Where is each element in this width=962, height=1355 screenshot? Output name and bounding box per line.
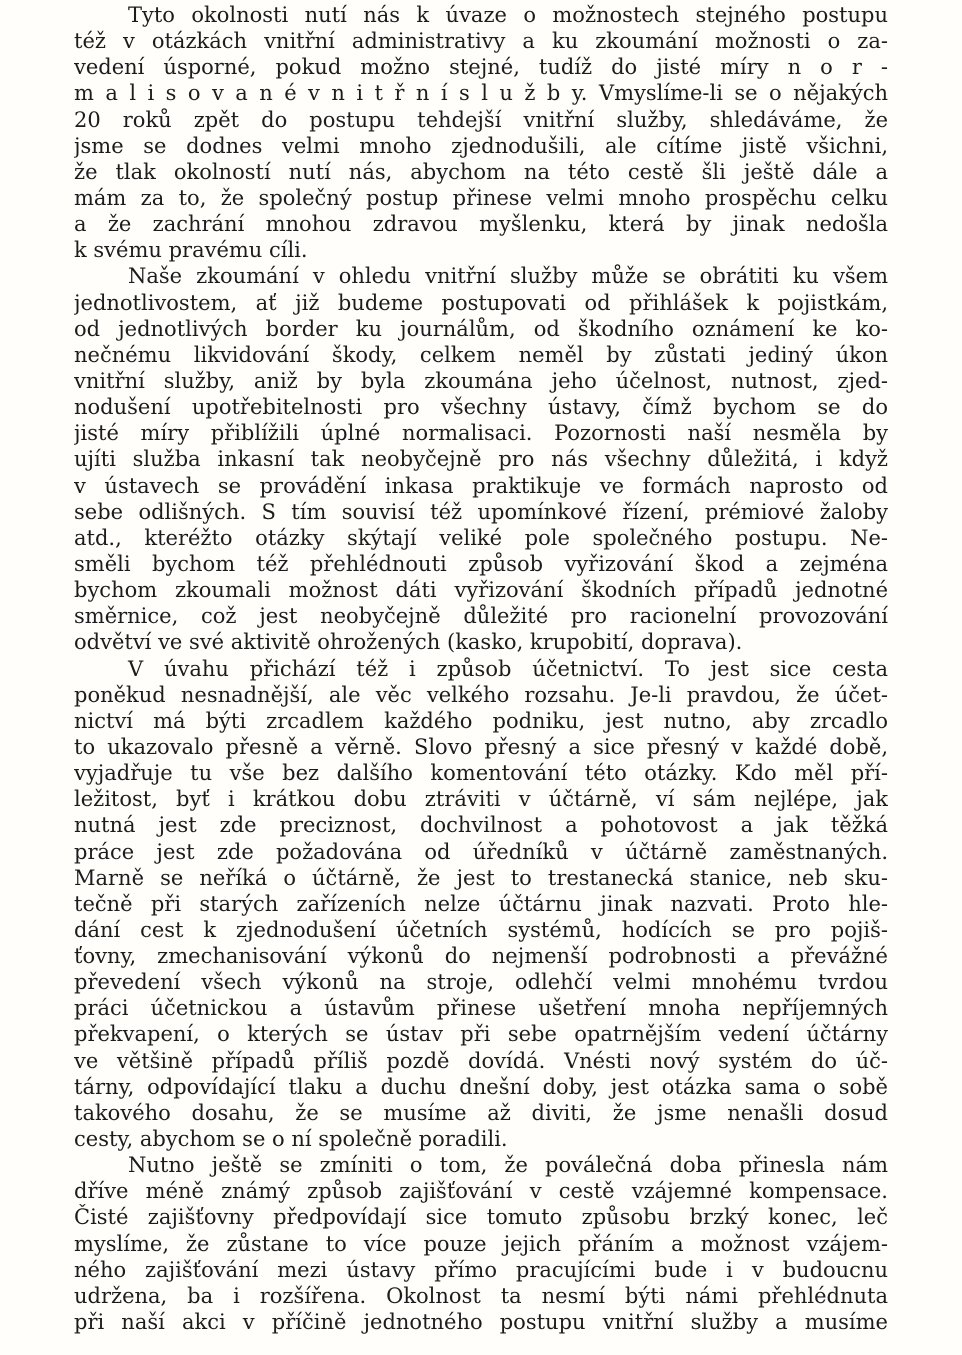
text-line: to ukazovalo přesně a věrně. Slovo přesný a sice přesný v každé době, — [74, 734, 888, 759]
text-line: poněkud nesnadnější, ale věc velkého rozsahu. Je-li pravdou, že účet- — [74, 682, 888, 707]
text-line: od jednotlivých border ku journálům, od škodního oznámení ke ko- — [74, 316, 888, 341]
text-line: směrnice, což jest neobyčejně důležité pro racionelní provozování — [74, 604, 888, 629]
text-line: udržena, ba i rozšířena. Okolnost ta nesmí býti námi přehlédnuta — [74, 1283, 888, 1308]
text-line: tárny, odpovídající tlaku a duchu dnešní doby, jest otázka sama o sobě — [74, 1074, 888, 1099]
text-line: nodušení upotřebitelnosti pro všechny ústavy, čímž bychom se do — [74, 395, 888, 420]
text-line: dání cest k zjednodušení účetních systémů, hodících se pro pojiš- — [74, 917, 888, 942]
text-line: ujíti služba inkasní tak neobyčejně pro nás všechny důležitá, i když — [74, 447, 888, 472]
text-line: Nutno ještě se zmíniti o tom, že poválečná doba přinesla nám — [128, 1153, 888, 1178]
text-line: též v otázkách vnitřní administrativy a ku zkoumání možnosti o za- — [74, 29, 888, 54]
text-line: že tlak okolností nutí nás, abychom na této cestě šli ještě dále a — [74, 159, 888, 184]
text-line: vedení úsporné, pokud možno stejné, tudíž do jisté míry n o r - — [74, 55, 888, 80]
text-line: jsme se dodnes velmi mnoho zjednodušili, ale cítíme jistě všichni, — [74, 133, 888, 158]
text-line: práci účetnickou a ústavům přinese ušetření mnoha nepříjemných — [74, 996, 888, 1021]
text-line: tečně při starých zařízeních nelze účtárnu jinak nazvati. Proto hle- — [74, 891, 888, 916]
text-line: směli bychom též přehlédnouti způsob vyřizování škod a zejména — [74, 551, 888, 576]
text-line: v ústavech se provádění inkasa praktikuje ve formách naprosto od — [74, 473, 888, 498]
text-line: nutná jest zde preciznost, dochvilnost a pohotovost a jak těžká — [74, 813, 888, 838]
text-line: V úvahu přichází též i způsob účetnictví. To jest sice cesta — [128, 656, 888, 681]
text-line: atd., kteréžto otázky skýtají veliké pole společného postupu. Ne- — [74, 525, 888, 550]
paragraph-4 — [74, 1152, 888, 1335]
text-line: ve většině případů příliš pozdě dovídá. Vnésti nový systém do úč- — [74, 1048, 888, 1073]
text-line: dříve méně známý způsob zajišťování v cestě vzájemné kompensace. — [74, 1179, 888, 1204]
text-line: Čisté zajišťovny předpovídají sice tomuto způsobu brzký konec, leč — [74, 1205, 888, 1230]
text-line: Tyto okolnosti nutí nás k úvaze o možnostech stejného postupu — [128, 3, 888, 27]
text-line: překvapení, o kterých se ústav při sebe opatrnějším vedení účtárny — [74, 1022, 888, 1047]
text-line: cesty, abychom se o ní společně poradili. — [74, 1127, 508, 1152]
text-line: a že zachrání mnohou zdravou myšlenku, která by jinak nedošla — [74, 212, 888, 237]
paragraph-2 — [74, 263, 888, 655]
text-line: práce jest zde požadována od úředníků v účtárně zaměstnaných. — [74, 839, 888, 864]
body-text — [74, 2, 888, 1335]
text-line: Naše zkoumání v ohledu vnitřní služby může se obrátiti ku všem — [128, 264, 888, 289]
text-line: k svému pravému cíli. — [74, 238, 308, 263]
text-line: ležitost, byť i krátkou dobu ztráviti v účtárně, ví sám nejlépe, jak — [74, 787, 888, 812]
text-line: m a l i s o v a n é v n i t ř n í s l u ž b y. Vmyslíme-li se o nějakých — [74, 81, 888, 106]
text-line: takového dosahu, že se musíme až diviti, že jsme nenašli dosud — [74, 1100, 888, 1125]
text-line: vyjadřuje tu vše bez dalšího komentování této otázky. Kdo měl pří- — [74, 761, 888, 786]
paragraph-1 — [74, 2, 888, 263]
text-line: Marně se neříká o účtárně, že jest to trestanecká stanice, neb sku- — [74, 865, 888, 890]
text-line: 20 roků zpět do postupu tehdejší vnitřní služby, shledáváme, že — [74, 107, 888, 132]
text-line: při naší akci v příčině jednotného postupu vnitřní služby a musíme — [74, 1310, 888, 1335]
paragraph-3 — [74, 656, 888, 1153]
text-line: ného zajišťování mezi ústavy přímo pracujícími bude i v budoucnu — [74, 1257, 888, 1282]
text-line: nečnému likvidování škody, celkem neměl by zůstati jediný úkon — [74, 342, 888, 367]
text-line: jisté míry přiblížili úplné normalisaci. Pozornosti naší nesměla by — [74, 421, 888, 446]
text-line: vnitřní služby, aniž by byla zkoumána jeho účelnost, nutnost, zjed- — [74, 368, 888, 393]
text-line: sebe odlišných. S tím souvisí též upomínkové řízení, prémiové žaloby — [74, 499, 888, 524]
text-line: odvětví ve své aktivitě ohrožených (kasko, krupobití, doprava). — [74, 630, 743, 655]
text-line: jednotlivostem, ať již budeme postupovati od přihlášek k pojistkám, — [74, 290, 888, 315]
text-line: mám za to, že společný postup přinese velmi mnoho prospěchu celku — [74, 185, 888, 210]
text-line: bychom zkoumali možnost dáti vyřizování škodních případů jednotné — [74, 578, 888, 603]
text-line: nictví má býti zrcadlem každého podniku, jest nutno, aby zrcadlo — [74, 708, 888, 733]
text-line: myslíme, že zůstane to více pouze jejich přáním a možnost vzájem- — [74, 1231, 888, 1256]
text-line: ťovny, zmechanisování výkonů do nejmenší podrobnosti a převážné — [74, 944, 888, 969]
text-line: převedení všech výkonů na stroje, odlehčí velmi mnohému tvrdou — [74, 970, 888, 995]
